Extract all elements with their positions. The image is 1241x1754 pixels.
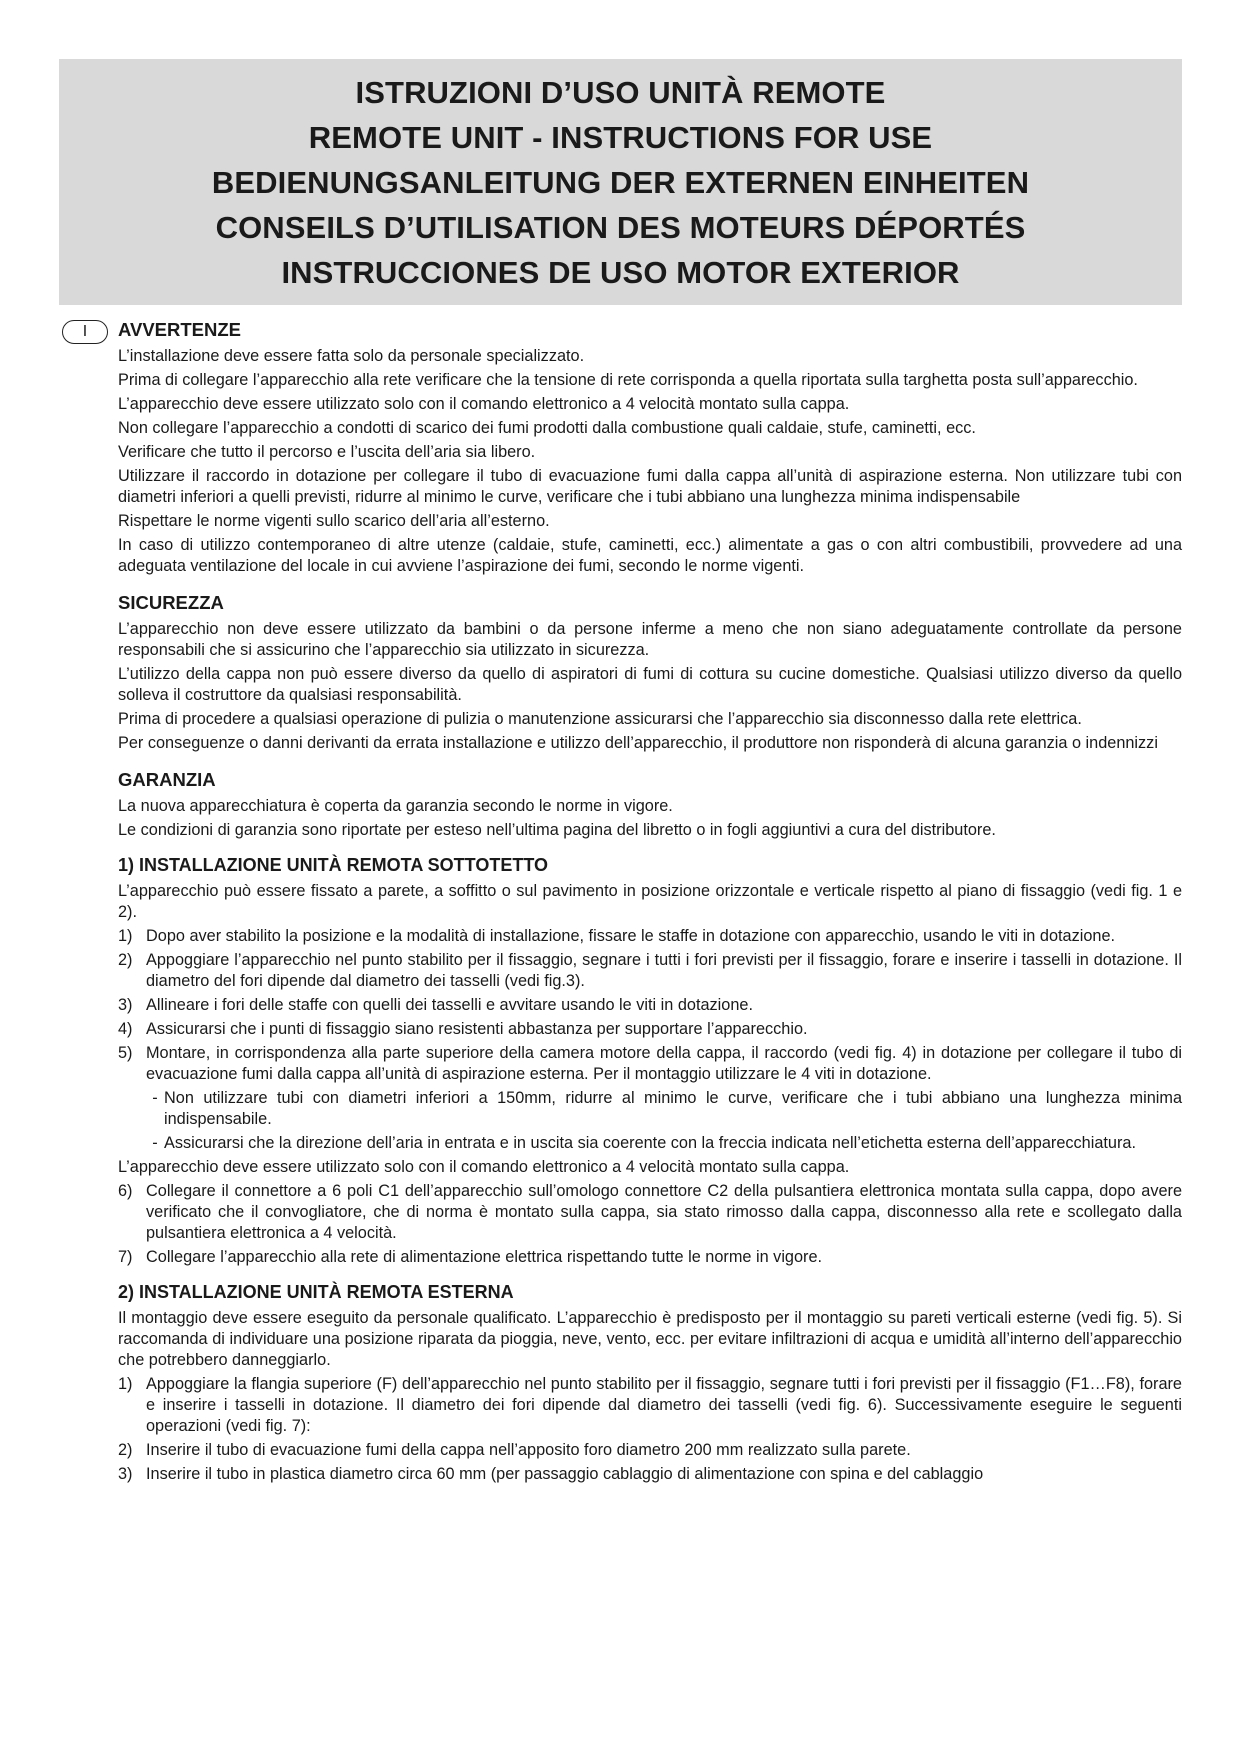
avvertenze-paragraph: Rispettare le norme vigenti sullo scarico dell’aria all’esterno.: [118, 512, 550, 530]
list-item: 5) Montare, in corrispondenza alla parte superiore della camera motore della cappa, il raccordo (vedi fig. 4) in dotazione per collegare il tubo di evacuazione fumi dalla cappa all’unità di aspirazione esterna. Per il montaggio utilizzare le 4 viti in dotazione.: [118, 1044, 1182, 1083]
title-line-it: ISTRUZIONI D’USO UNITÀ REMOTE: [355, 74, 886, 110]
sicurezza-paragraph: L’utilizzo della cappa non può essere diverso da quello di aspiratori di fumi di cottura su cucine domestiche. Qualsiasi utilizzo diverso da quello solleva il costruttore da qualsiasi responsabilità.: [118, 665, 1182, 704]
avvertenze-heading: AVVERTENZE: [118, 319, 242, 340]
avvertenze-paragraph: Utilizzare il raccordo in dotazione per collegare il tubo di evacuazione fumi dalla cappa all’unità di aspirazione esterna. Non utilizzare tubi con diametri inferiori a quelli previsti, ridurre al minimo le curve, verificare che i tubi abbiano una lunghezza minima indispensabile: [118, 467, 1182, 506]
avvertenze-paragraph: L’installazione deve essere fatta solo da personale specializzato.: [118, 347, 585, 365]
title-line-de: BEDIENUNGSANLEITUNG DER EXTERNEN EINHEITEN: [211, 164, 1030, 200]
garanzia-paragraph: Le condizioni di garanzia sono riportate per esteso nell’ultima pagina del libretto o in fogli aggiuntivi a cura del distributore.: [118, 821, 996, 839]
garanzia-paragraph: La nuova apparecchiatura è coperta da garanzia secondo le norme in vigore.: [118, 797, 673, 815]
list-item: 1) Appoggiare la flangia superiore (F) dell’apparecchio nel punto stabilito per il fissaggio, segnare tutti i fori previsti per il fissaggio (F1…F8), forare e inserire i tasselli in dotazione. Il diametro dei fori dipende dal diametro dei tasselli (vedi fig. 6). Successivamente eseguire le seguenti operazioni (vedi fig. 7):: [118, 1375, 1182, 1435]
list-item: 1) Dopo aver stabilito la posizione e la modalità di installazione, fissare le staffe in dotazione con apparecchio, usando le viti in dotazione.: [118, 927, 1116, 945]
section1-heading: 1) INSTALLAZIONE UNITÀ REMOTA SOTTOTETTO: [118, 855, 548, 875]
list-item: 2) Inserire il tubo di evacuazione fumi della cappa nell’apposito foro diametro 200 mm realizzato sulla parete.: [118, 1441, 911, 1459]
list-item: 7) Collegare l’apparecchio alla rete di alimentazione elettrica rispettando tutte le norme in vigore.: [118, 1248, 823, 1266]
sicurezza-paragraph: Prima di procedere a qualsiasi operazione di pulizia o manutenzione assicurarsi che l’apparecchio sia disconnesso dalla rete elettrica.: [118, 710, 1082, 728]
language-badge: I: [62, 320, 108, 344]
list-item: 4) Assicurarsi che i punti di fissaggio siano resistenti abbastanza per supportare l’apparecchio.: [118, 1020, 808, 1038]
document-body: [118, 318, 1182, 1488]
title-line-fr: CONSEILS D’UTILISATION DES MOTEURS DÉPORTÉS: [215, 209, 1026, 245]
title-line-es: INSTRUCCIONES DE USO MOTOR EXTERIOR: [281, 254, 960, 290]
section2-heading: 2) INSTALLAZIONE UNITÀ REMOTA ESTERNA: [118, 1282, 514, 1302]
dash-item: - Assicurarsi che la direzione dell’aria in entrata e in uscita sia coerente con la freccia indicata nell’etichetta esterna dell’apparecchiatura.: [152, 1134, 1136, 1152]
avvertenze-paragraph: Non collegare l’apparecchio a condotti di scarico dei fumi prodotti dalla combustione quali caldaie, stufe, caminetti, ecc.: [118, 419, 976, 437]
avvertenze-paragraph: Verificare che tutto il percorso e l’uscita dell’aria sia libero.: [118, 443, 536, 461]
title-banner: [59, 59, 1182, 305]
title-line-en: REMOTE UNIT - INSTRUCTIONS FOR USE: [308, 119, 933, 155]
sicurezza-paragraph: L’apparecchio non deve essere utilizzato da bambini o da persone inferme a meno che non siano adeguatamente controllate da persone responsabili che si assicurino che l’apparecchio sia utilizzato in sicurezza.: [118, 620, 1182, 659]
list-item: 3) Allineare i fori delle staffe con quelli dei tasselli e avvitare usando le viti in dotazione.: [118, 996, 753, 1014]
list-item: 6) Collegare il connettore a 6 poli C1 dell’apparecchio sull’omologo connettore C2 della pulsantiera elettronica montata sulla cappa, dopo avere verificato che il convogliatore, che di norma è montato sulla cappa, sia stato rimosso dalla cappa, disconnesso alla rete e scollegato dalla pulsantiera elettronica a 4 velocità.: [118, 1182, 1182, 1242]
avvertenze-paragraph: Prima di collegare l’apparecchio alla rete verificare che la tensione di rete corrisponda a quella riportata sulla targhetta posta sull’apparecchio.: [118, 371, 1138, 389]
avvertenze-paragraph: In caso di utilizzo contemporaneo di altre utenze (caldaie, stufe, caminetti, ecc.) alimentate a gas o con altri combustibili, provvedere ad una adeguata ventilazione del locale in cui avviene l’aspirazione dei fumi, secondo le norme vigenti.: [118, 536, 1182, 575]
garanzia-heading: GARANZIA: [118, 769, 216, 790]
section2-intro: Il montaggio deve essere eseguito da personale qualificato. L’apparecchio è predisposto per il montaggio su pareti verticali esterne (vedi fig. 5). Si raccomanda di individuare una posizione riparata da pioggia, neve, vento, ecc. per evitare infiltrazioni di acqua e umidità all’interno dell’apparecchio che potrebbero danneggiarlo.: [118, 1309, 1182, 1369]
section1-intro: L’apparecchio può essere fissato a parete, a soffitto o sul pavimento in posizione orizzontale e verticale rispetto al piano di fissaggio (vedi fig. 1 e 2).: [118, 882, 1182, 921]
sicurezza-paragraph: Per conseguenze o danni derivanti da errata installazione e utilizzo dell’apparecchio, il produttore non risponderà di alcuna garanzia o indennizzi: [118, 734, 1158, 752]
avvertenze-paragraph: L’apparecchio deve essere utilizzato solo con il comando elettronico a 4 velocità montato sulla cappa.: [118, 395, 850, 413]
sicurezza-heading: SICUREZZA: [118, 592, 224, 613]
list-item: 3) Inserire il tubo in plastica diametro circa 60 mm (per passaggio cablaggio di alimentazione con spina e del cablaggio: [118, 1465, 984, 1483]
dash-item: - Non utilizzare tubi con diametri inferiori a 150mm, ridurre al minimo le curve, verificare che i tubi abbiano una lunghezza minima indispensabile.: [152, 1089, 1182, 1128]
section1-note: L’apparecchio deve essere utilizzato solo con il comando elettronico a 4 velocità montato sulla cappa.: [118, 1158, 850, 1176]
list-item: 2) Appoggiare l’apparecchio nel punto stabilito per il fissaggio, segnare i tutti i fori previsti per il fissaggio, forare e inserire i tasselli in dotazione. Il diametro del fori dipende dal diametro dei tasselli (vedi fig.3).: [118, 951, 1182, 990]
